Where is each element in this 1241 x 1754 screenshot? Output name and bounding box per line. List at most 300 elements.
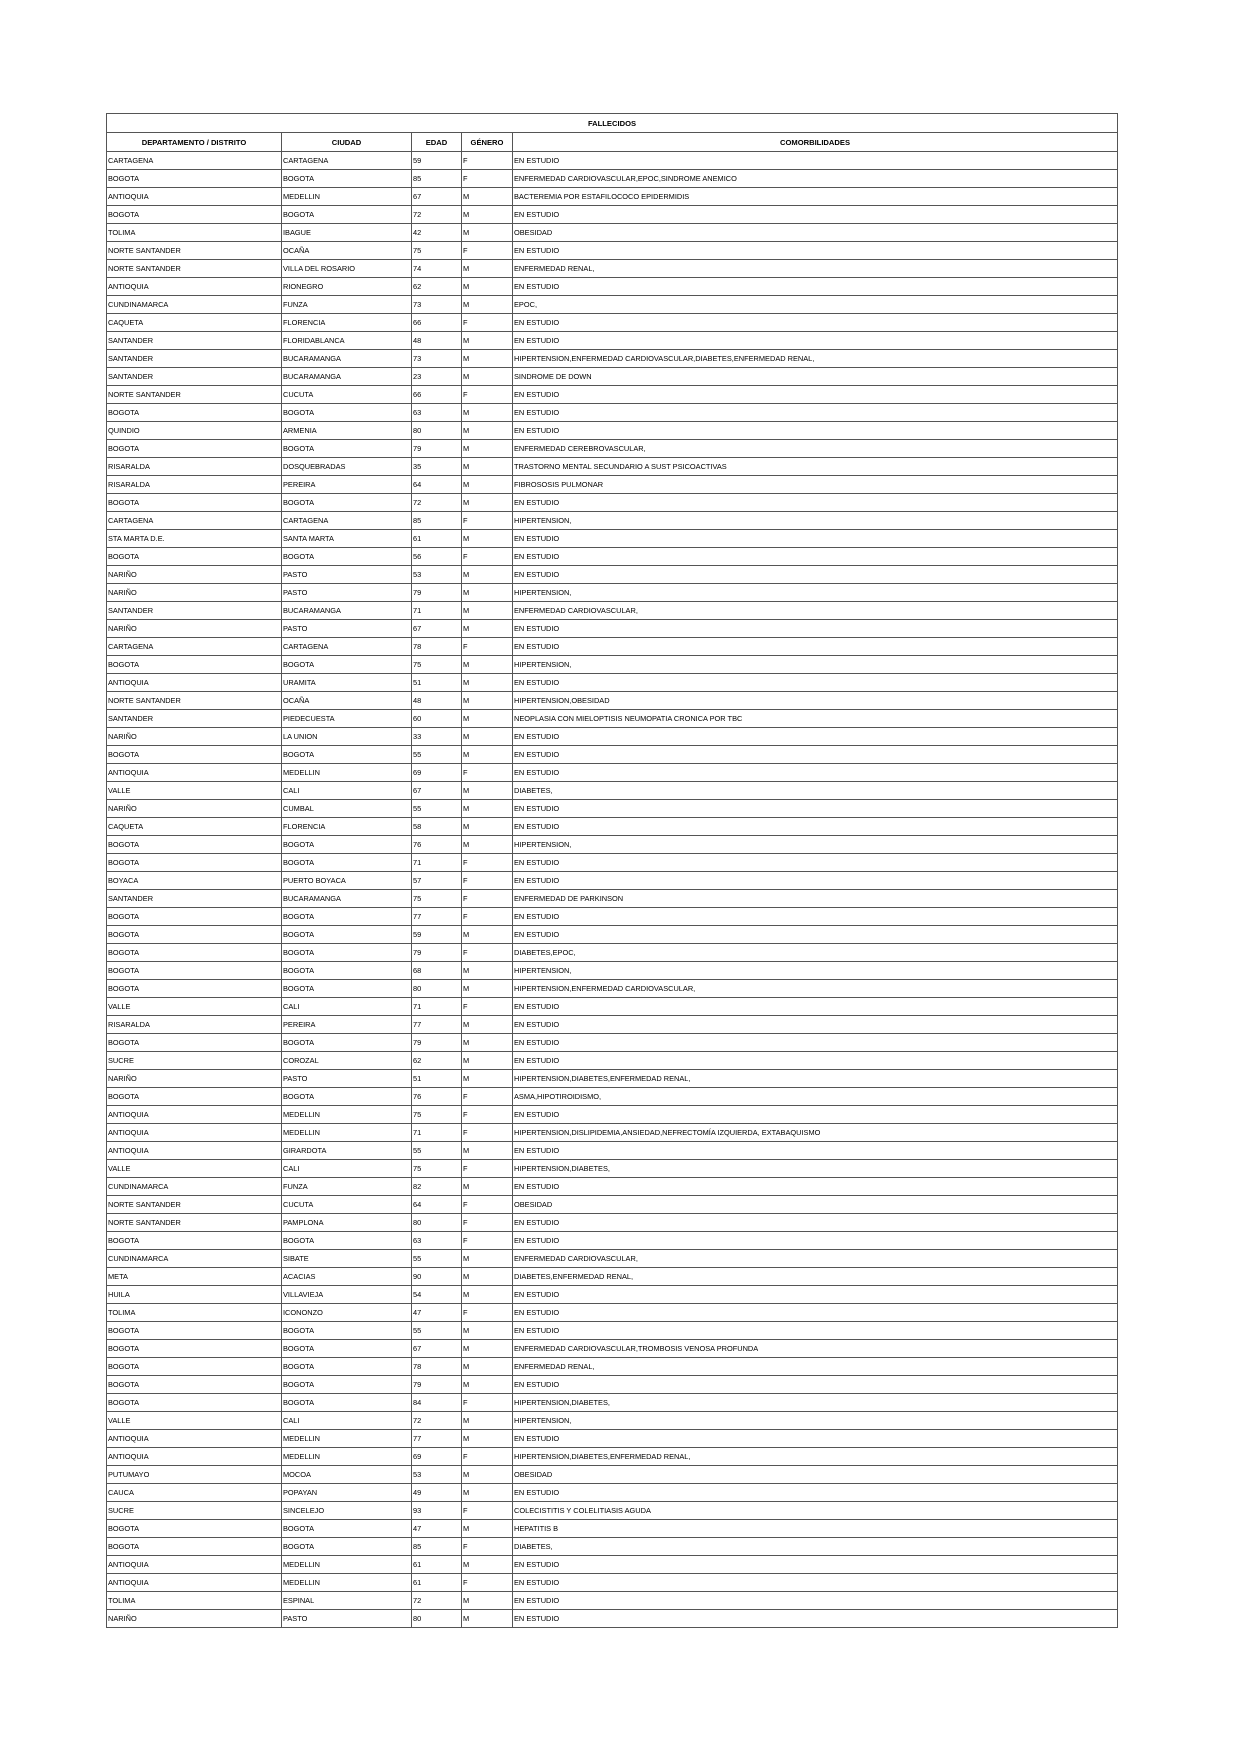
cell-comorbilidades: COLECISTITIS Y COLELITIASIS AGUDA [513, 1502, 1118, 1520]
table-row [107, 278, 1118, 296]
cell-departamento: BOGOTA [107, 494, 282, 512]
cell-edad: 62 [412, 1052, 462, 1070]
cell-genero: M [462, 1286, 513, 1304]
cell-departamento: NARIÑO [107, 800, 282, 818]
cell-ciudad: PEREIRA [282, 476, 412, 494]
cell-edad: 33 [412, 728, 462, 746]
cell-genero: F [462, 1232, 513, 1250]
cell-edad: 67 [412, 188, 462, 206]
cell-genero: F [462, 908, 513, 926]
cell-comorbilidades: HIPERTENSION, [513, 656, 1118, 674]
table-row [107, 908, 1118, 926]
cell-ciudad: BUCARAMANGA [282, 890, 412, 908]
cell-edad: 59 [412, 152, 462, 170]
cell-genero: F [462, 1196, 513, 1214]
table-row [107, 872, 1118, 890]
cell-comorbilidades: DIABETES,ENFERMEDAD RENAL, [513, 1268, 1118, 1286]
cell-genero: F [462, 1214, 513, 1232]
cell-ciudad: BOGOTA [282, 656, 412, 674]
cell-departamento: BOGOTA [107, 1088, 282, 1106]
cell-departamento: BOGOTA [107, 656, 282, 674]
cell-ciudad: BOGOTA [282, 836, 412, 854]
cell-ciudad: PASTO [282, 1070, 412, 1088]
cell-ciudad: BOGOTA [282, 206, 412, 224]
cell-departamento: BOGOTA [107, 836, 282, 854]
cell-comorbilidades: EN ESTUDIO [513, 242, 1118, 260]
cell-departamento: RISARALDA [107, 458, 282, 476]
cell-departamento: HUILA [107, 1286, 282, 1304]
cell-ciudad: BOGOTA [282, 1376, 412, 1394]
cell-comorbilidades: HIPERTENSION,DIABETES,ENFERMEDAD RENAL, [513, 1448, 1118, 1466]
cell-departamento: NARIÑO [107, 1610, 282, 1628]
cell-comorbilidades: HIPERTENSION,OBESIDAD [513, 692, 1118, 710]
cell-genero: F [462, 872, 513, 890]
cell-ciudad: URAMITA [282, 674, 412, 692]
cell-ciudad: CALI [282, 1412, 412, 1430]
cell-ciudad: BOGOTA [282, 926, 412, 944]
cell-ciudad: BOGOTA [282, 746, 412, 764]
cell-edad: 61 [412, 1556, 462, 1574]
cell-comorbilidades: HIPERTENSION,DIABETES, [513, 1160, 1118, 1178]
cell-edad: 84 [412, 1394, 462, 1412]
cell-departamento: TOLIMA [107, 224, 282, 242]
cell-edad: 71 [412, 1124, 462, 1142]
cell-comorbilidades: DIABETES, [513, 1538, 1118, 1556]
cell-ciudad: FLORIDABLANCA [282, 332, 412, 350]
cell-ciudad: PEREIRA [282, 1016, 412, 1034]
cell-comorbilidades: EN ESTUDIO [513, 764, 1118, 782]
table-row [107, 728, 1118, 746]
cell-comorbilidades: EN ESTUDIO [513, 278, 1118, 296]
cell-comorbilidades: HIPERTENSION,ENFERMEDAD CARDIOVASCULAR,DIABETES,ENFERMEDAD RENAL, [513, 350, 1118, 368]
cell-edad: 75 [412, 656, 462, 674]
cell-comorbilidades: EN ESTUDIO [513, 1214, 1118, 1232]
cell-genero: M [462, 206, 513, 224]
cell-genero: M [462, 782, 513, 800]
cell-ciudad: BOGOTA [282, 962, 412, 980]
cell-genero: M [462, 404, 513, 422]
cell-edad: 75 [412, 1160, 462, 1178]
table-row [107, 1520, 1118, 1538]
cell-ciudad: CARTAGENA [282, 152, 412, 170]
cell-comorbilidades: EN ESTUDIO [513, 1610, 1118, 1628]
cell-departamento: SANTANDER [107, 890, 282, 908]
cell-departamento: ANTIOQUIA [107, 278, 282, 296]
cell-ciudad: POPAYAN [282, 1484, 412, 1502]
cell-comorbilidades: TRASTORNO MENTAL SECUNDARIO A SUST PSICOACTIVAS [513, 458, 1118, 476]
cell-ciudad: BOGOTA [282, 854, 412, 872]
cell-departamento: NORTE SANTANDER [107, 386, 282, 404]
cell-ciudad: OCAÑA [282, 692, 412, 710]
cell-comorbilidades: HIPERTENSION, [513, 512, 1118, 530]
cell-comorbilidades: ENFERMEDAD CARDIOVASCULAR, [513, 1250, 1118, 1268]
table-row [107, 1034, 1118, 1052]
cell-genero: M [462, 728, 513, 746]
cell-genero: M [462, 1340, 513, 1358]
cell-genero: M [462, 1592, 513, 1610]
cell-departamento: ANTIOQUIA [107, 764, 282, 782]
cell-departamento: NORTE SANTANDER [107, 692, 282, 710]
table-row [107, 710, 1118, 728]
cell-departamento: BOGOTA [107, 962, 282, 980]
cell-departamento: ANTIOQUIA [107, 1142, 282, 1160]
cell-comorbilidades: HIPERTENSION,DIABETES, [513, 1394, 1118, 1412]
cell-ciudad: PIEDECUESTA [282, 710, 412, 728]
cell-departamento: ANTIOQUIA [107, 1448, 282, 1466]
cell-departamento: VALLE [107, 1160, 282, 1178]
cell-edad: 58 [412, 818, 462, 836]
table-row [107, 1412, 1118, 1430]
cell-genero: F [462, 1538, 513, 1556]
cell-ciudad: CALI [282, 782, 412, 800]
table-row [107, 1538, 1118, 1556]
cell-departamento: NARIÑO [107, 566, 282, 584]
cell-genero: M [462, 368, 513, 386]
cell-edad: 78 [412, 1358, 462, 1376]
cell-departamento: ANTIOQUIA [107, 1430, 282, 1448]
table-row [107, 944, 1118, 962]
cell-comorbilidades: HIPERTENSION, [513, 584, 1118, 602]
cell-genero: F [462, 854, 513, 872]
cell-ciudad: ESPINAL [282, 1592, 412, 1610]
table-row [107, 638, 1118, 656]
cell-ciudad: RIONEGRO [282, 278, 412, 296]
cell-departamento: VALLE [107, 998, 282, 1016]
cell-ciudad: BOGOTA [282, 980, 412, 998]
cell-departamento: SANTANDER [107, 350, 282, 368]
cell-departamento: RISARALDA [107, 1016, 282, 1034]
cell-genero: F [462, 152, 513, 170]
table-row [107, 926, 1118, 944]
table-row [107, 818, 1118, 836]
cell-comorbilidades: BACTEREMIA POR ESTAFILOCOCO EPIDERMIDIS [513, 188, 1118, 206]
cell-edad: 80 [412, 1610, 462, 1628]
cell-departamento: BOGOTA [107, 170, 282, 188]
cell-edad: 67 [412, 1340, 462, 1358]
cell-departamento: BOGOTA [107, 1520, 282, 1538]
cell-ciudad: GIRARDOTA [282, 1142, 412, 1160]
cell-departamento: CARTAGENA [107, 638, 282, 656]
table-row [107, 512, 1118, 530]
table-row [107, 1250, 1118, 1268]
cell-comorbilidades: EN ESTUDIO [513, 746, 1118, 764]
cell-genero: M [462, 1520, 513, 1538]
cell-departamento: PUTUMAYO [107, 1466, 282, 1484]
cell-edad: 82 [412, 1178, 462, 1196]
cell-genero: M [462, 1142, 513, 1160]
cell-departamento: ANTIOQUIA [107, 188, 282, 206]
cell-edad: 69 [412, 1448, 462, 1466]
cell-edad: 47 [412, 1520, 462, 1538]
cell-genero: M [462, 926, 513, 944]
cell-genero: M [462, 1376, 513, 1394]
table-row [107, 980, 1118, 998]
cell-ciudad: BOGOTA [282, 908, 412, 926]
table-row [107, 800, 1118, 818]
table-row [107, 620, 1118, 638]
cell-comorbilidades: EN ESTUDIO [513, 674, 1118, 692]
cell-edad: 23 [412, 368, 462, 386]
cell-departamento: STA MARTA D.E. [107, 530, 282, 548]
table-row [107, 566, 1118, 584]
cell-edad: 77 [412, 1016, 462, 1034]
cell-comorbilidades: EN ESTUDIO [513, 1052, 1118, 1070]
cell-ciudad: ARMENIA [282, 422, 412, 440]
cell-departamento: BOGOTA [107, 1322, 282, 1340]
cell-genero: M [462, 332, 513, 350]
cell-departamento: BOGOTA [107, 908, 282, 926]
cell-comorbilidades: EN ESTUDIO [513, 206, 1118, 224]
cell-comorbilidades: EN ESTUDIO [513, 872, 1118, 890]
cell-genero: M [462, 1016, 513, 1034]
cell-ciudad: FUNZA [282, 1178, 412, 1196]
cell-genero: M [462, 674, 513, 692]
cell-genero: F [462, 998, 513, 1016]
cell-edad: 55 [412, 1250, 462, 1268]
table-title: FALLECIDOS [107, 114, 1118, 133]
cell-genero: M [462, 440, 513, 458]
cell-departamento: TOLIMA [107, 1592, 282, 1610]
table-row [107, 656, 1118, 674]
cell-comorbilidades: EN ESTUDIO [513, 1484, 1118, 1502]
cell-edad: 73 [412, 350, 462, 368]
cell-comorbilidades: ENFERMEDAD RENAL, [513, 1358, 1118, 1376]
cell-comorbilidades: EN ESTUDIO [513, 1034, 1118, 1052]
cell-genero: F [462, 1124, 513, 1142]
table-row [107, 350, 1118, 368]
cell-ciudad: MEDELLIN [282, 188, 412, 206]
table-row [107, 1016, 1118, 1034]
table-row [107, 1268, 1118, 1286]
cell-genero: F [462, 764, 513, 782]
cell-comorbilidades: EN ESTUDIO [513, 152, 1118, 170]
cell-edad: 55 [412, 800, 462, 818]
cell-ciudad: VILLAVIEJA [282, 1286, 412, 1304]
cell-comorbilidades: EN ESTUDIO [513, 1142, 1118, 1160]
cell-genero: F [462, 512, 513, 530]
table-row [107, 854, 1118, 872]
cell-edad: 48 [412, 692, 462, 710]
cell-comorbilidades: EN ESTUDIO [513, 566, 1118, 584]
cell-comorbilidades: HIPERTENSION, [513, 1412, 1118, 1430]
cell-comorbilidades: EN ESTUDIO [513, 386, 1118, 404]
cell-edad: 53 [412, 1466, 462, 1484]
cell-comorbilidades: HEPATITIS B [513, 1520, 1118, 1538]
header-genero: GÉNERO [462, 133, 513, 152]
cell-comorbilidades: EN ESTUDIO [513, 926, 1118, 944]
cell-comorbilidades: EN ESTUDIO [513, 854, 1118, 872]
cell-departamento: CUNDINAMARCA [107, 1250, 282, 1268]
cell-genero: M [462, 278, 513, 296]
cell-genero: M [462, 584, 513, 602]
cell-edad: 42 [412, 224, 462, 242]
cell-ciudad: BOGOTA [282, 1034, 412, 1052]
cell-ciudad: LA UNION [282, 728, 412, 746]
cell-genero: F [462, 1394, 513, 1412]
cell-comorbilidades: NEOPLASIA CON MIELOPTISIS NEUMOPATIA CRONICA POR TBC [513, 710, 1118, 728]
table-row [107, 170, 1118, 188]
cell-departamento: CAQUETA [107, 314, 282, 332]
cell-edad: 53 [412, 566, 462, 584]
table-row [107, 692, 1118, 710]
cell-edad: 67 [412, 620, 462, 638]
cell-departamento: BOGOTA [107, 206, 282, 224]
cell-ciudad: COROZAL [282, 1052, 412, 1070]
cell-genero: M [462, 1556, 513, 1574]
cell-comorbilidades: EN ESTUDIO [513, 548, 1118, 566]
cell-genero: M [462, 962, 513, 980]
table-row [107, 1574, 1118, 1592]
table-row [107, 206, 1118, 224]
cell-genero: M [462, 188, 513, 206]
table-row [107, 404, 1118, 422]
cell-genero: M [462, 1070, 513, 1088]
cell-ciudad: MEDELLIN [282, 1556, 412, 1574]
cell-edad: 71 [412, 602, 462, 620]
cell-ciudad: BOGOTA [282, 1520, 412, 1538]
cell-comorbilidades: ENFERMEDAD DE PARKINSON [513, 890, 1118, 908]
cell-edad: 66 [412, 386, 462, 404]
cell-departamento: BOGOTA [107, 1034, 282, 1052]
cell-ciudad: BOGOTA [282, 1358, 412, 1376]
cell-edad: 51 [412, 674, 462, 692]
cell-departamento: VALLE [107, 1412, 282, 1430]
table-row [107, 1448, 1118, 1466]
cell-departamento: SANTANDER [107, 368, 282, 386]
cell-edad: 63 [412, 1232, 462, 1250]
cell-comorbilidades: EN ESTUDIO [513, 494, 1118, 512]
cell-departamento: NARIÑO [107, 728, 282, 746]
cell-genero: M [462, 224, 513, 242]
cell-ciudad: PASTO [282, 620, 412, 638]
cell-ciudad: MEDELLIN [282, 1124, 412, 1142]
cell-ciudad: SINCELEJO [282, 1502, 412, 1520]
cell-edad: 71 [412, 998, 462, 1016]
table-row [107, 494, 1118, 512]
table-row [107, 440, 1118, 458]
cell-ciudad: PASTO [282, 584, 412, 602]
cell-ciudad: BOGOTA [282, 1232, 412, 1250]
cell-comorbilidades: ENFERMEDAD CEREBROVASCULAR, [513, 440, 1118, 458]
cell-comorbilidades: EN ESTUDIO [513, 998, 1118, 1016]
table-row [107, 386, 1118, 404]
cell-genero: M [462, 1178, 513, 1196]
cell-ciudad: VILLA DEL ROSARIO [282, 260, 412, 278]
cell-departamento: NORTE SANTANDER [107, 242, 282, 260]
cell-departamento: BOGOTA [107, 926, 282, 944]
cell-genero: F [462, 170, 513, 188]
cell-ciudad: BOGOTA [282, 404, 412, 422]
table-row [107, 1070, 1118, 1088]
cell-edad: 54 [412, 1286, 462, 1304]
table-row [107, 1466, 1118, 1484]
cell-genero: M [462, 296, 513, 314]
table-row [107, 1088, 1118, 1106]
cell-edad: 61 [412, 1574, 462, 1592]
cell-genero: F [462, 944, 513, 962]
table-row [107, 890, 1118, 908]
table-row [107, 1304, 1118, 1322]
cell-edad: 78 [412, 638, 462, 656]
cell-ciudad: ACACIAS [282, 1268, 412, 1286]
cell-ciudad: CALI [282, 1160, 412, 1178]
cell-comorbilidades: ENFERMEDAD CARDIOVASCULAR, [513, 602, 1118, 620]
table-row [107, 1142, 1118, 1160]
cell-ciudad: CARTAGENA [282, 512, 412, 530]
cell-genero: M [462, 800, 513, 818]
cell-edad: 49 [412, 1484, 462, 1502]
cell-comorbilidades: EN ESTUDIO [513, 1106, 1118, 1124]
table-row [107, 152, 1118, 170]
table-row [107, 584, 1118, 602]
cell-comorbilidades: EN ESTUDIO [513, 1322, 1118, 1340]
table-row [107, 368, 1118, 386]
cell-edad: 62 [412, 278, 462, 296]
cell-edad: 85 [412, 170, 462, 188]
cell-departamento: BOYACA [107, 872, 282, 890]
table-row [107, 1232, 1118, 1250]
cell-genero: M [462, 1484, 513, 1502]
cell-comorbilidades: EPOC, [513, 296, 1118, 314]
cell-departamento: BOGOTA [107, 440, 282, 458]
cell-ciudad: MEDELLIN [282, 1106, 412, 1124]
cell-comorbilidades: ENFERMEDAD CARDIOVASCULAR,TROMBOSIS VENOSA PROFUNDA [513, 1340, 1118, 1358]
cell-edad: 56 [412, 548, 462, 566]
cell-departamento: BOGOTA [107, 1394, 282, 1412]
cell-genero: M [462, 836, 513, 854]
cell-departamento: ANTIOQUIA [107, 1124, 282, 1142]
cell-departamento: ANTIOQUIA [107, 1574, 282, 1592]
cell-departamento: BOGOTA [107, 854, 282, 872]
cell-ciudad: BOGOTA [282, 1340, 412, 1358]
header-departamento: DEPARTAMENTO / DISTRITO [107, 133, 282, 152]
cell-comorbilidades: EN ESTUDIO [513, 908, 1118, 926]
cell-edad: 73 [412, 296, 462, 314]
cell-departamento: BOGOTA [107, 1340, 282, 1358]
cell-genero: M [462, 1358, 513, 1376]
table-row [107, 296, 1118, 314]
cell-departamento: BOGOTA [107, 1358, 282, 1376]
cell-ciudad: DOSQUEBRADAS [282, 458, 412, 476]
cell-comorbilidades: ASMA,HIPOTIROIDISMO, [513, 1088, 1118, 1106]
cell-ciudad: CUMBAL [282, 800, 412, 818]
cell-ciudad: BOGOTA [282, 170, 412, 188]
header-row [107, 133, 1118, 152]
cell-genero: M [462, 980, 513, 998]
cell-ciudad: PASTO [282, 566, 412, 584]
cell-edad: 72 [412, 206, 462, 224]
cell-edad: 75 [412, 890, 462, 908]
cell-comorbilidades: EN ESTUDIO [513, 422, 1118, 440]
cell-genero: F [462, 242, 513, 260]
cell-genero: F [462, 1304, 513, 1322]
cell-edad: 79 [412, 440, 462, 458]
cell-comorbilidades: EN ESTUDIO [513, 314, 1118, 332]
cell-ciudad: MEDELLIN [282, 1574, 412, 1592]
table-row [107, 1376, 1118, 1394]
cell-comorbilidades: FIBROSOSIS PULMONAR [513, 476, 1118, 494]
table-row [107, 530, 1118, 548]
cell-comorbilidades: EN ESTUDIO [513, 1016, 1118, 1034]
cell-edad: 72 [412, 494, 462, 512]
cell-genero: F [462, 314, 513, 332]
cell-ciudad: BOGOTA [282, 494, 412, 512]
cell-genero: M [462, 494, 513, 512]
cell-departamento: SANTANDER [107, 710, 282, 728]
cell-departamento: BOGOTA [107, 1232, 282, 1250]
cell-ciudad: ICONONZO [282, 1304, 412, 1322]
cell-departamento: BOGOTA [107, 980, 282, 998]
